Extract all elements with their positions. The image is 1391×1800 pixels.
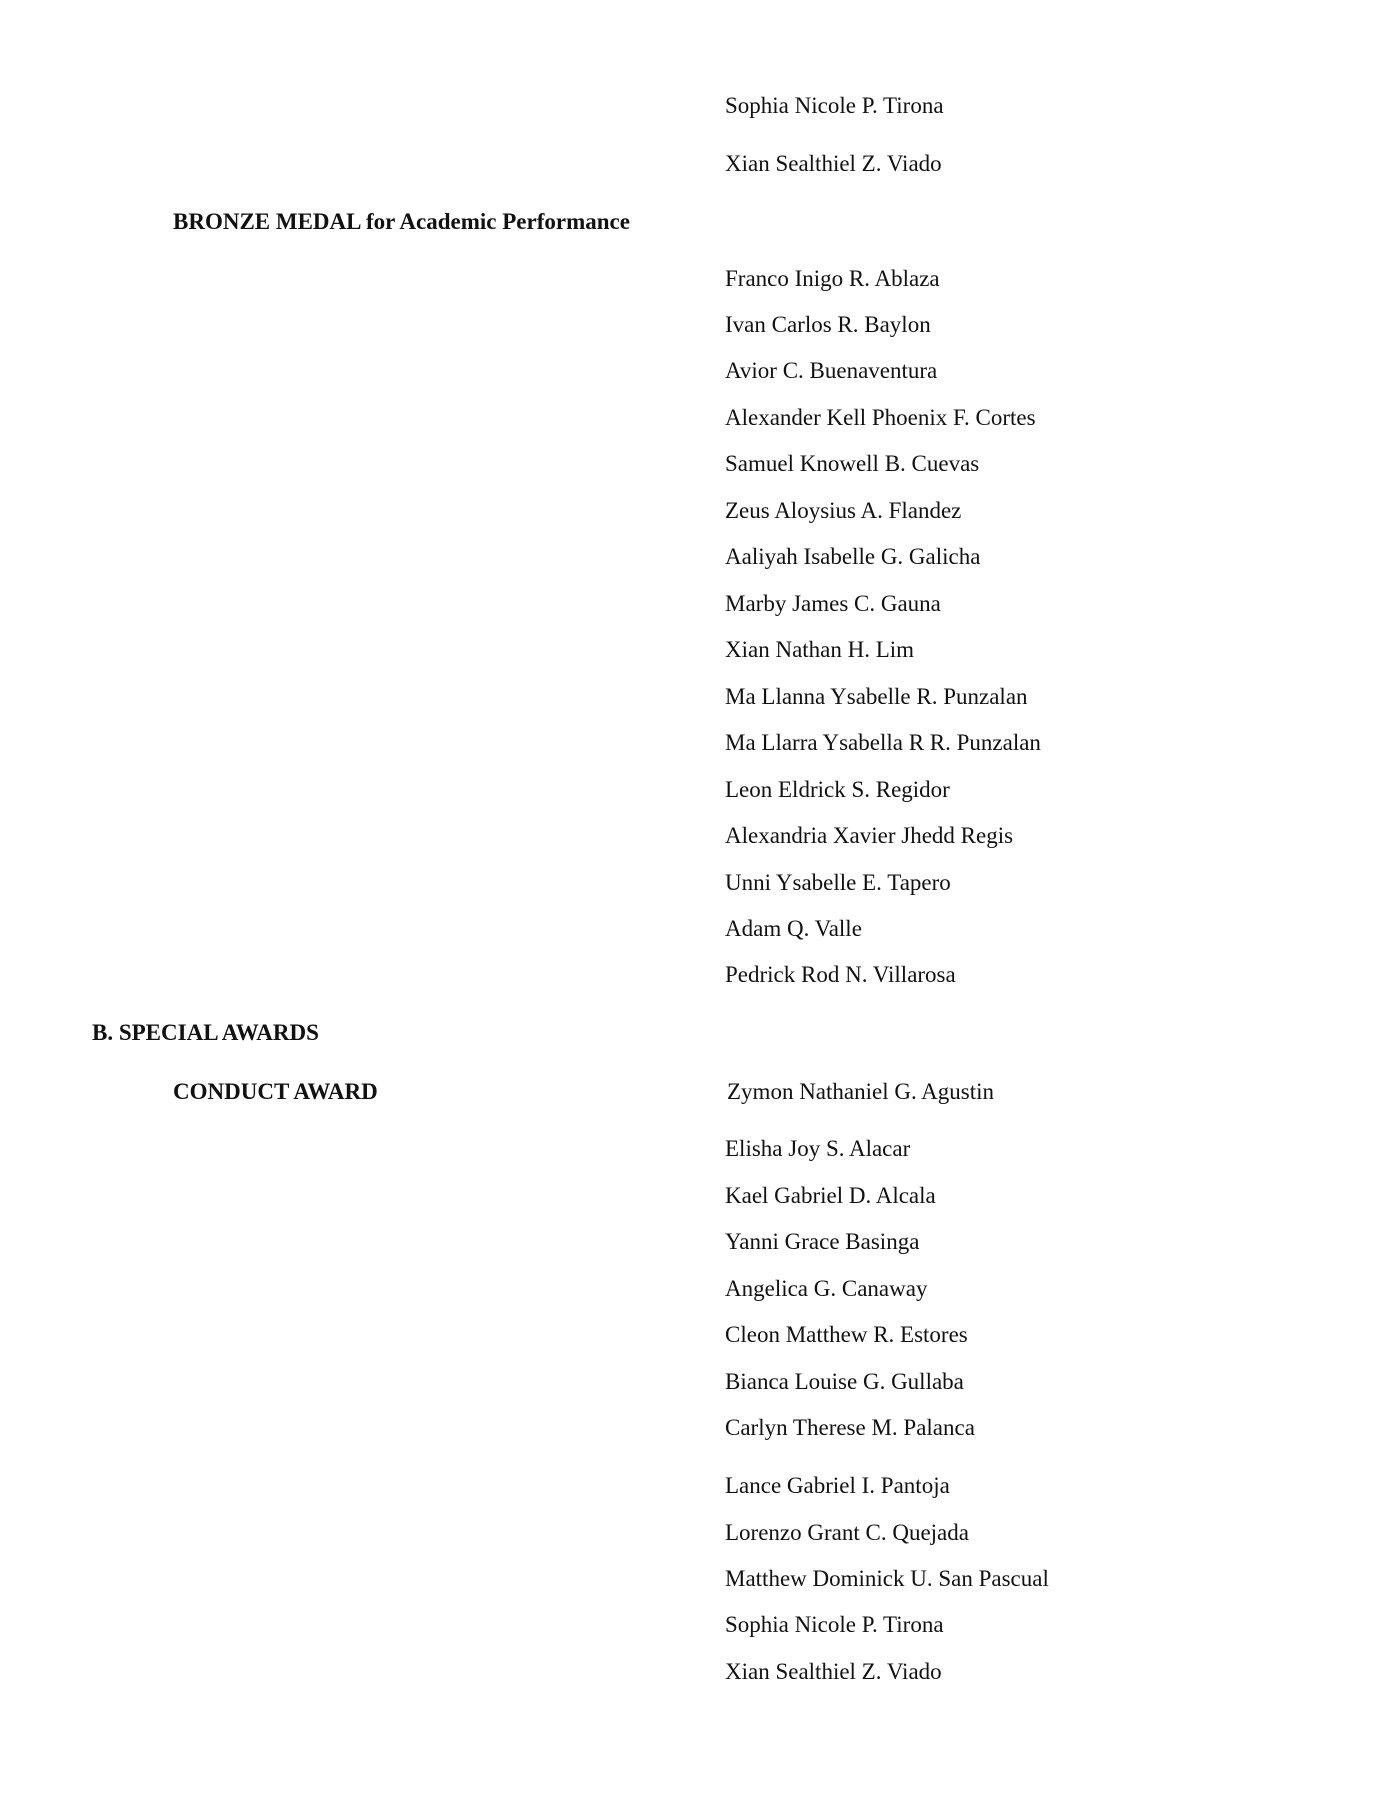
name-entry: Zeus Aloysius A. Flandez bbox=[725, 498, 962, 523]
name-entry: Ma Llanna Ysabelle R. Punzalan bbox=[725, 684, 1028, 709]
name-entry: Ma Llarra Ysabella R R. Punzalan bbox=[725, 730, 1041, 755]
name-entry: Xian Sealthiel Z. Viado bbox=[725, 1659, 942, 1684]
name-entry: Samuel Knowell B. Cuevas bbox=[725, 451, 980, 476]
name-entry: Sophia Nicole P. Tirona bbox=[725, 1612, 944, 1637]
name-entry: Adam Q. Valle bbox=[725, 916, 862, 941]
name-entry: Avior C. Buenaventura bbox=[725, 358, 938, 383]
name-entry: Cleon Matthew R. Estores bbox=[725, 1322, 968, 1347]
conduct-award-heading: CONDUCT AWARD bbox=[173, 1079, 378, 1104]
name-entry: Yanni Grace Basinga bbox=[725, 1229, 920, 1254]
name-entry: Elisha Joy S. Alacar bbox=[725, 1136, 911, 1161]
name-entry: Aaliyah Isabelle G. Galicha bbox=[725, 544, 981, 569]
name-entry: Alexander Kell Phoenix F. Cortes bbox=[725, 405, 1036, 430]
name-entry: Lorenzo Grant C. Quejada bbox=[725, 1520, 969, 1545]
name-entry: Kael Gabriel D. Alcala bbox=[725, 1183, 936, 1208]
name-entry: Ivan Carlos R. Baylon bbox=[725, 312, 931, 337]
name-entry: Angelica G. Canaway bbox=[725, 1276, 928, 1301]
name-entry: Alexandria Xavier Jhedd Regis bbox=[725, 823, 1014, 848]
name-entry: Zymon Nathaniel G. Agustin bbox=[727, 1079, 995, 1104]
name-entry: Xian Sealthiel Z. Viado bbox=[725, 151, 942, 176]
name-entry: Matthew Dominick U. San Pascual bbox=[725, 1566, 1049, 1591]
name-entry: Leon Eldrick S. Regidor bbox=[725, 777, 950, 802]
name-entry: Sophia Nicole P. Tirona bbox=[725, 93, 944, 118]
name-entry: Pedrick Rod N. Villarosa bbox=[725, 962, 956, 987]
name-entry: Carlyn Therese M. Palanca bbox=[725, 1415, 975, 1440]
bronze-medal-heading: BRONZE MEDAL for Academic Performance bbox=[173, 209, 630, 234]
name-entry: Franco Inigo R. Ablaza bbox=[725, 266, 940, 291]
name-entry: Lance Gabriel I. Pantoja bbox=[725, 1473, 950, 1498]
special-awards-heading: B. SPECIAL AWARDS bbox=[92, 1020, 319, 1045]
name-entry: Marby James C. Gauna bbox=[725, 591, 941, 616]
name-entry: Xian Nathan H. Lim bbox=[725, 637, 915, 662]
name-entry: Unni Ysabelle E. Tapero bbox=[725, 870, 951, 895]
name-entry: Bianca Louise G. Gullaba bbox=[725, 1369, 964, 1394]
